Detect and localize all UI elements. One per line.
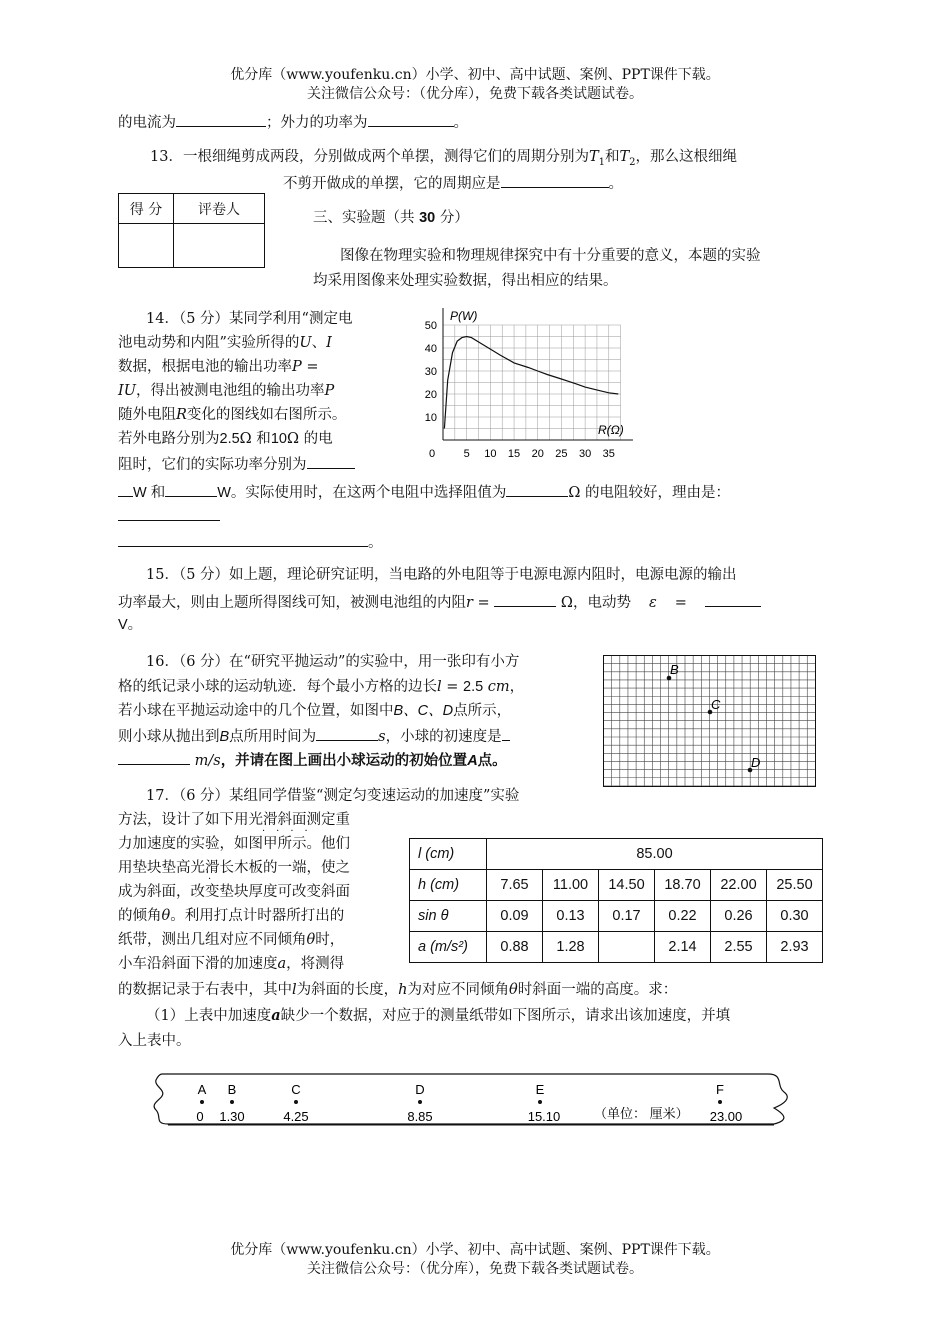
q15-line-2 xyxy=(118,591,761,613)
q13-and: 和 xyxy=(605,149,620,165)
q13-t2: T xyxy=(619,149,630,165)
q17-line-4: 用垫块垫高光滑长木板的一端，使之 xyxy=(118,860,350,876)
q17-l9b: 为斜面的长度， xyxy=(296,982,399,998)
q16-line-4 xyxy=(118,725,510,747)
q16-s: s xyxy=(378,729,386,745)
emphasis-dots-1: ···· xyxy=(262,826,319,837)
q17-l6a: 的倾角 xyxy=(118,908,162,924)
tape-distance-label: 1.30 xyxy=(219,1109,245,1124)
q16-l2end: ， xyxy=(509,679,525,695)
footer-line-2: 关注微信公众号：（优分库），免费下载各类试题试卷。 xyxy=(307,1261,643,1277)
chart-x-tick-label: 25 xyxy=(555,448,568,460)
q16-a: A xyxy=(467,753,478,769)
tape-point-label: F xyxy=(716,1082,724,1097)
table-row xyxy=(410,839,823,870)
table-cell: 0.88 xyxy=(487,932,543,963)
q17-part1-line-2: 入上表中。 xyxy=(118,1033,191,1049)
q16-velocity-blank-a[interactable] xyxy=(502,725,510,741)
q16-velocity-blank-b[interactable] xyxy=(118,749,190,765)
q14-line-7 xyxy=(118,453,355,475)
row-head-l-text: l (cm) xyxy=(418,846,455,862)
row-head-a-text: a (m/s²) xyxy=(418,939,468,955)
q17-theta-2: θ xyxy=(306,932,316,948)
q14-ohm2: Ω xyxy=(286,431,299,447)
length-value: 85.00 xyxy=(487,839,823,870)
score-header: 得 分 xyxy=(119,194,174,224)
q17-acc-2: a xyxy=(271,1007,281,1024)
q15-eq2: = xyxy=(674,595,687,611)
tape-distance-label: 15.10 xyxy=(527,1109,561,1124)
q17-line-3: 力加速度的实验，如图甲所示。他们 xyxy=(118,836,350,852)
chart-x-tick-label: 35 xyxy=(602,448,615,460)
q14-sep: 、 xyxy=(311,335,327,351)
q13-line-2 xyxy=(283,172,623,194)
q17-l7b: 时， xyxy=(315,932,345,948)
table-cell: 0.09 xyxy=(487,901,543,932)
q16-len: 2.5 xyxy=(463,679,484,695)
tape-unit-note: （单位： 厘米） xyxy=(594,1106,689,1121)
tape-point-label: D xyxy=(415,1082,425,1097)
score-cell[interactable] xyxy=(119,224,174,268)
q14-l6a: 若外电路分别为 xyxy=(118,431,220,447)
tape-point-label: C xyxy=(291,1082,301,1097)
q14-i: I xyxy=(326,335,332,351)
tape-dot xyxy=(230,1100,234,1104)
q13-line-1 xyxy=(150,147,737,173)
tape-dot xyxy=(538,1100,542,1104)
q17-p1a: （1）上表中加速度 xyxy=(146,1008,272,1024)
q16-l5b: ，并请在图上画出小球运动的初始位置 xyxy=(220,752,468,769)
chart-axes xyxy=(443,308,633,440)
table-cell: 0.13 xyxy=(543,901,599,932)
q16-l4a: 则小球从抛出到 xyxy=(118,729,220,745)
q17-l9a: 的数据记录于右表中，其中 xyxy=(118,982,292,998)
q14-v2: 10 xyxy=(270,431,287,447)
q16-time-blank[interactable] xyxy=(316,725,378,741)
q14-r: R xyxy=(176,407,187,423)
table-cell: 2.55 xyxy=(711,932,767,963)
q16-l4b: 点所用时间为 xyxy=(229,729,317,745)
tape-point-label: E xyxy=(535,1082,545,1097)
tape-distance-label: 0 xyxy=(196,1109,204,1124)
tape-point-label: B xyxy=(227,1082,237,1097)
q16-pts: B、C、D xyxy=(393,703,454,719)
table-cell: 0.26 xyxy=(711,901,767,932)
q14-l6b: 的电 xyxy=(298,431,333,447)
q14-power1-blank-a[interactable] xyxy=(307,453,355,469)
q16-l4c: ，小球的初速度是 xyxy=(385,729,502,745)
chart-x-ticks xyxy=(429,448,615,460)
chart-grid xyxy=(443,325,621,440)
q14-l5b: 变化的图线如右图所示。 xyxy=(186,407,347,423)
table-cell: 22.00 xyxy=(711,870,767,901)
chart-y-tick-label: 30 xyxy=(424,366,437,378)
chart-y-tick-label: 20 xyxy=(424,389,437,401)
footer-line-1: 优分库（www.youfenku.cn）小学、初中、高中试题、案例、PPT课件下载。 xyxy=(230,1242,720,1258)
trajectory-grid-lines xyxy=(604,656,816,787)
q14-power1-blank-b[interactable] xyxy=(118,481,133,497)
q17-l8b: ，将测得 xyxy=(286,956,345,972)
q16-ms: m/s xyxy=(194,753,221,769)
tape-distance-label: 8.85 xyxy=(407,1109,433,1124)
q13-text-a: 一根细绳剪成两段，分别做成两个单摆，测得它们的周期分别为 xyxy=(182,149,589,165)
grader-cell[interactable] xyxy=(174,224,265,268)
section3-intro-2: 均采用图像来处理实验数据，得出相应的结果。 xyxy=(313,273,618,289)
q14-p: P xyxy=(292,359,302,375)
tape-distance-label: 23.00 xyxy=(709,1109,743,1124)
section3-title-b: 分） xyxy=(435,210,469,226)
q13-number: 13． xyxy=(150,149,183,165)
q17-p1b: 缺少一个数据，对应于的测量纸带如下图所示，请求出该加速度，并填 xyxy=(280,1008,731,1024)
q14-line-3 xyxy=(118,357,319,377)
q14-l8a: W 和 xyxy=(133,485,166,501)
q17-part1-line-1 xyxy=(146,1006,730,1026)
incline-data-table xyxy=(409,838,823,963)
tape-dot xyxy=(200,1100,204,1104)
table-cell: 2.14 xyxy=(655,932,711,963)
chart-y-tick-label: 50 xyxy=(424,320,437,332)
q14-l8b: W。实际使用时，在这两个电阻中选择阻值为 xyxy=(217,485,507,501)
q17-l8a: 小车沿斜面下滑的加速度 xyxy=(118,956,278,972)
q13-t2-sub: 2 xyxy=(629,156,636,168)
chart-y-tick-label: 10 xyxy=(424,412,437,424)
chart-x-tick-label: 10 xyxy=(484,448,497,460)
q17-line-1: 17．（6 分）某组同学借鉴“测定匀变速运动的加速度”实验 xyxy=(146,788,520,804)
section3-title-a: 三、实验题（共 xyxy=(313,210,420,226)
section3-title xyxy=(313,208,469,228)
q14-p2: P xyxy=(324,383,335,399)
tape-point-label: A xyxy=(197,1082,207,1097)
q13-end: 。 xyxy=(608,176,623,192)
table-row xyxy=(410,870,823,901)
q16-unit: cm xyxy=(487,679,510,695)
q13-t1-sub: 1 xyxy=(598,156,605,168)
q14-reason-blank-2[interactable] xyxy=(118,531,368,547)
row-head-sin-text: sin θ xyxy=(418,908,449,924)
q12-current-blank[interactable] xyxy=(176,111,266,127)
trajectory-grid[interactable] xyxy=(603,655,817,788)
q14-l2a: 池电动势和内阻”实验所得的 xyxy=(118,335,300,351)
q14-line-10 xyxy=(118,531,383,553)
q14-iu: IU xyxy=(118,383,136,399)
row-head-h xyxy=(410,870,487,901)
table-cell: 0.30 xyxy=(767,901,823,932)
q16-line-5 xyxy=(118,749,507,771)
table-cell: 14.50 xyxy=(599,870,655,901)
row-head-h-text: h (cm) xyxy=(418,877,460,893)
power-resistance-chart xyxy=(408,302,638,462)
q17-l6b: 。利用打点计时器所打出的 xyxy=(170,908,345,924)
q16-line-3 xyxy=(118,701,511,721)
q16-line-2 xyxy=(118,677,524,697)
chart-y-tick-label: 40 xyxy=(424,343,437,355)
header-line-1: 优分库（www.youfenku.cn）小学、初中、高中试题、案例、PPT课件下载。 xyxy=(230,67,720,83)
q14-line-4 xyxy=(118,381,334,401)
q12-tail xyxy=(118,111,468,133)
table-cell: 18.70 xyxy=(655,870,711,901)
chart-x-tick-label: 5 xyxy=(463,448,470,460)
q17-line-6 xyxy=(118,906,344,926)
q15-emf-blank[interactable] xyxy=(705,591,761,607)
q12-power-blank[interactable] xyxy=(368,111,454,127)
q14-eq: = xyxy=(301,359,319,375)
q16-l2: 格的纸记录小球的运动轨迹．每个最小方格的边长 xyxy=(118,679,437,695)
q12-end: 。 xyxy=(453,115,468,131)
q17-l9c: 为对应不同倾角 xyxy=(407,982,509,998)
q17-l9d: 时斜面一端的高度。求： xyxy=(517,982,678,998)
q17-line-5: 成为斜面，改变垫块厚度可改变斜面 xyxy=(118,884,350,900)
table-cell: 7.65 xyxy=(487,870,543,901)
q14-l4b: ，得出被测电池组的输出功率 xyxy=(135,383,325,399)
chart-x-tick-label: 0 xyxy=(428,448,436,460)
label-d: D xyxy=(751,755,761,770)
q12-power-label: ；外力的功率为 xyxy=(266,115,368,131)
q14-l7: 阻时，它们的实际功率分别为 xyxy=(118,457,307,473)
q16-l: l xyxy=(437,679,442,695)
tape-dot xyxy=(294,1100,298,1104)
table-cell: 2.93 xyxy=(767,932,823,963)
q17-line-8 xyxy=(118,954,344,974)
q16-l3: 若小球在平抛运动途中的几个位置，如图中 xyxy=(118,703,394,719)
q15-r: r xyxy=(466,595,473,611)
table-cell: 1.28 xyxy=(543,932,599,963)
q14-and: 和 xyxy=(251,431,271,447)
q14-ohm1: Ω xyxy=(239,431,252,447)
q17-line-7 xyxy=(118,930,344,950)
q13-text-b: ，那么这根细绳 xyxy=(635,149,738,165)
grader-header: 评卷人 xyxy=(174,194,265,224)
chart-y-ticks xyxy=(425,320,437,424)
q14-line-8 xyxy=(118,481,730,503)
tape-dot xyxy=(418,1100,422,1104)
row-head-a xyxy=(410,932,487,963)
table-cell: 11.00 xyxy=(543,870,599,901)
q16-l3b: 点所示， xyxy=(453,703,512,719)
chart-x-label: R(Ω) xyxy=(598,423,624,437)
q12-current-label: 的电流为 xyxy=(118,115,176,131)
table-cell: 0.22 xyxy=(655,901,711,932)
q17-acc: a xyxy=(277,956,287,972)
q15-ohm: Ω xyxy=(560,595,573,611)
score-box xyxy=(118,193,265,268)
section3-points: 30 xyxy=(419,210,436,226)
emphasis-dots-2: · xyxy=(208,874,212,885)
q16-eq: = xyxy=(441,679,464,695)
q14-line-1: 14．（5 分）某同学利用“测定电 xyxy=(146,311,353,327)
q15-line-3: V。 xyxy=(118,617,143,633)
missing-acceleration-cell[interactable] xyxy=(599,932,655,963)
table-row xyxy=(410,901,823,932)
chart-y-label: P(W) xyxy=(450,309,478,323)
q15-emf: ε xyxy=(648,595,657,611)
q15-l2a: 功率最大，则由上题所得图线可知，被测电池组的内阻 xyxy=(118,595,466,611)
q14-line-2 xyxy=(118,333,332,353)
q14-choice-blank[interactable] xyxy=(506,481,568,497)
table-row xyxy=(410,932,823,963)
q17-l7a: 纸带，测出几组对应不同倾角 xyxy=(118,932,307,948)
q15-eq: = xyxy=(472,595,495,611)
chart-x-tick-label: 20 xyxy=(531,448,544,460)
q17-l-var: l xyxy=(292,982,297,998)
row-head-sin xyxy=(410,901,487,932)
table-cell: 25.50 xyxy=(767,870,823,901)
tape-outline xyxy=(154,1074,787,1124)
q14-power2-blank[interactable] xyxy=(165,481,217,497)
header-line-2: 关注微信公众号：（优分库），免费下载各类试题试卷。 xyxy=(307,86,643,102)
tape-dot xyxy=(718,1100,722,1104)
q15-l2b: ，电动势 xyxy=(572,595,631,611)
q14-l5a: 随外电阻 xyxy=(118,407,176,423)
q14-reason-blank-1[interactable] xyxy=(118,505,220,521)
q14-l8c: Ω 的电阻较好，理由是： xyxy=(568,485,731,501)
label-c: C xyxy=(711,697,721,712)
q16-line-1: 16．（6 分）在“研究平抛运动”的实验中，用一张印有小方 xyxy=(146,654,520,670)
q14-line-6 xyxy=(118,429,333,449)
q15-resistance-blank[interactable] xyxy=(494,591,556,607)
q13-period-blank[interactable] xyxy=(501,172,609,188)
table-cell: 0.17 xyxy=(599,901,655,932)
q14-u: U xyxy=(299,335,312,351)
q14-v1: 2.5 xyxy=(219,431,240,447)
q15-line-1: 15．（5 分）如上题，理论研究证明，当电路的外电阻等于电源电源内阻时，电源电源的输出 xyxy=(146,567,737,583)
q13-line2-text: 不剪开做成的单摆，它的周期应是 xyxy=(283,176,501,192)
q17-line-9 xyxy=(118,980,677,1000)
q17-h-var: h xyxy=(398,982,408,998)
chart-x-tick-label: 30 xyxy=(578,448,592,460)
paper-tape xyxy=(148,1068,800,1130)
q16-l5c: 点。 xyxy=(477,752,507,769)
q17-line-2: 方法，设计了如下用光滑斜面测定重 xyxy=(118,812,350,828)
chart-x-tick-label: 15 xyxy=(507,448,521,460)
q14-line-5 xyxy=(118,405,346,425)
q16-b: B xyxy=(219,729,230,745)
tape-distance-label: 4.25 xyxy=(283,1109,309,1124)
q17-theta: θ xyxy=(161,908,171,924)
q14-l3a: 数据，根据电池的输出功率 xyxy=(118,359,292,375)
q13-t1: T xyxy=(588,149,599,165)
q14-line-9 xyxy=(118,505,220,527)
q17-theta-3: θ xyxy=(508,982,518,998)
label-b: B xyxy=(670,662,679,677)
section3-intro-1: 图像在物理实验和物理规律探究中有十分重要的意义，本题的实验 xyxy=(340,248,761,264)
q14-end: 。 xyxy=(368,535,383,551)
row-head-l xyxy=(410,839,487,870)
